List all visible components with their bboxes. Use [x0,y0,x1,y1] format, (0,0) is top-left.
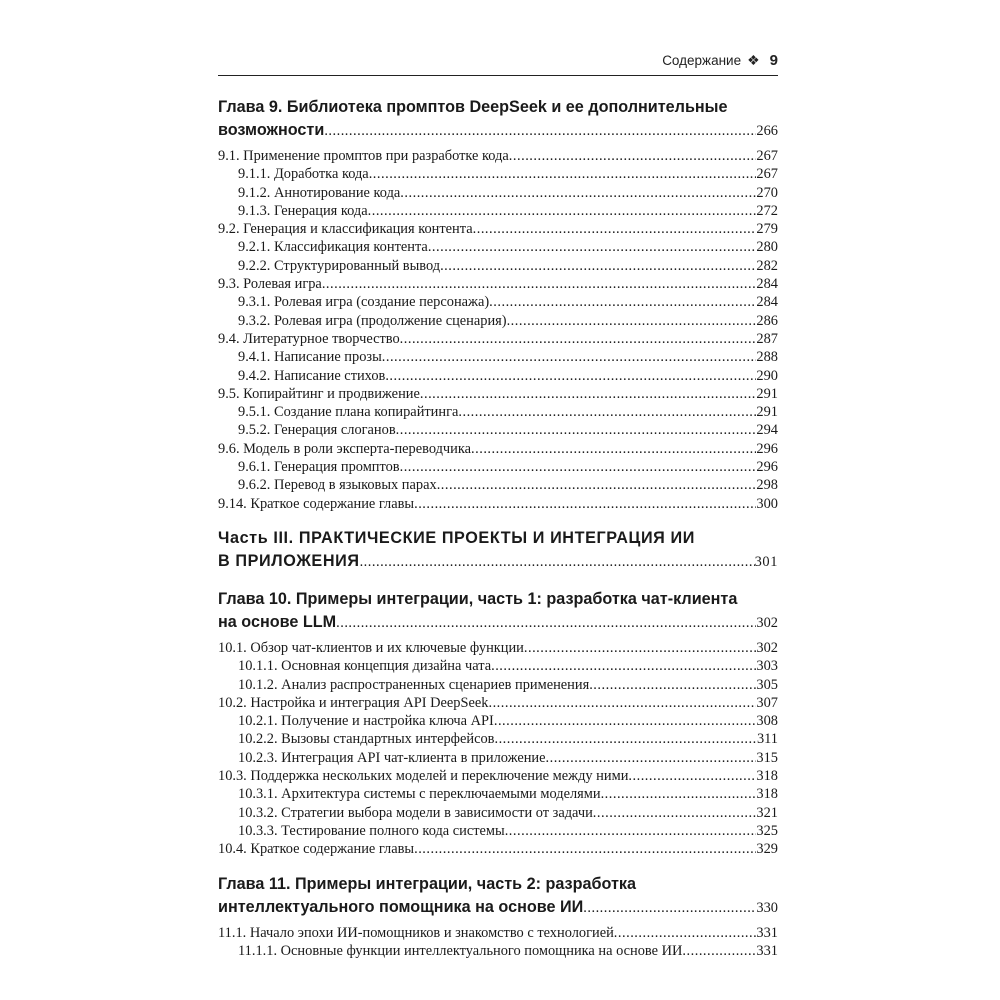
toc-entry [218,639,778,657]
toc-entry [218,385,778,403]
dot-leader [489,293,756,311]
entry-title: 9.4.1. Написание прозы [238,349,382,366]
toc-entry [218,767,778,785]
page-ref: 303 [756,658,778,675]
page-ref: 325 [756,822,778,839]
toc-entry [218,822,778,840]
page-ref: 305 [756,676,778,693]
toc-entry [218,165,778,183]
toc-entry [218,730,778,748]
page-ref: 294 [756,422,778,439]
toc-entry [218,312,778,330]
ornament-icon: ❖ [747,52,760,68]
toc-entry [218,840,778,858]
running-header [662,52,778,69]
dot-leader [682,942,756,960]
entry-title: 9.6.1. Генерация промптов [238,459,400,476]
table-of-contents [218,96,778,960]
chapter-title-row [218,896,778,920]
entry-title: 10.2. Настройка и интеграция API DeepSeek [218,694,489,711]
entry-title: 10.3.2. Стратегии выбора модели в зависимости от задачи [238,804,593,821]
page-ref: 288 [756,349,778,366]
dot-leader [400,458,757,476]
page-ref: 270 [756,184,778,201]
page-ref: 284 [756,276,778,293]
toc-entry [218,275,778,293]
dot-leader [471,440,756,458]
entry-title: 9.2.2. Структурированный вывод [238,257,441,274]
page-ref: 266 [756,123,778,139]
dot-leader [589,676,756,694]
dot-leader [368,202,757,220]
toc-entry [218,257,778,275]
page-ref: 321 [756,804,778,821]
dot-leader [458,403,756,421]
dot-leader [396,421,757,439]
dot-leader [440,257,756,275]
entry-title: 9.2.1. Классификация контента [238,239,428,256]
dot-leader [336,611,756,635]
dot-leader [524,639,757,657]
toc-entry [218,220,778,238]
entry-title: 9.3.2. Ролевая игра (продолжение сценария) [238,312,507,329]
dot-leader [583,896,756,920]
dot-leader [601,785,757,803]
toc-entry [218,440,778,458]
page-ref: 267 [756,148,778,164]
toc-entry [218,712,778,730]
dot-leader [400,330,757,348]
page-ref: 291 [756,404,778,421]
page-ref: 329 [756,841,778,858]
page-ref: 286 [756,312,778,329]
dot-leader [437,476,757,494]
dot-leader [505,822,757,840]
dot-leader [546,749,757,767]
header-rule [218,75,778,76]
page-ref: 291 [756,385,778,402]
entry-title: 9.5.2. Генерация слоганов [238,422,396,439]
toc-entry [218,458,778,476]
entry-title: 9.4. Литературное творчество [218,330,400,347]
part-title-line: Часть III. ПРАКТИЧЕСКИЕ ПРОЕКТЫ И ИНТЕГРАЦИЯ ИИ [218,528,695,547]
chapter-title-row [218,611,778,635]
dot-leader [400,184,756,202]
toc-entry [218,330,778,348]
page-ref: 279 [756,221,778,238]
page-ref: 296 [756,459,778,476]
entry-title: 9.1. Применение промптов при разработке кода [218,148,509,164]
entry-title: 9.4.2. Написание стихов [238,367,386,384]
chapter-title-line: возможности [218,121,325,139]
toc-entry [218,403,778,421]
page-ref: 287 [756,330,778,347]
entry-title: 9.14. Краткое содержание главы [218,495,415,512]
header-section-title: Содержание [662,53,742,68]
part-3-heading [218,527,778,574]
entry-title: 9.1.2. Аннотирование кода [238,184,401,201]
page-ref: 331 [756,942,778,959]
entry-title: 9.1.3. Генерация кода [238,202,368,219]
entry-title: 9.6.2. Перевод в языковых парах [238,477,437,494]
entry-title: 9.3.1. Ролевая игра (создание персонажа) [238,294,490,311]
entry-title: 10.1. Обзор чат-клиентов и их ключевые функции [218,639,524,656]
entry-title: 11.1.1. Основные функции интеллектуального помощника на основе ИИ [238,942,683,959]
dot-leader [428,238,757,256]
header-page-number: 9 [769,52,778,69]
toc-entry [218,421,778,439]
part-title-line: В ПРИЛОЖЕНИЯ [218,551,360,570]
toc-entry [218,785,778,803]
chapter-9-entries [218,147,778,513]
toc-entry [218,238,778,256]
page-ref: 302 [756,614,778,631]
entry-title: 9.3. Ролевая игра [218,276,322,293]
entry-title: 10.2.1. Получение и настройка ключа API [238,713,494,730]
page-ref: 272 [756,202,778,219]
dot-leader [385,367,756,385]
dot-leader [593,804,757,822]
toc-entry [218,293,778,311]
toc-entry [218,942,778,960]
page-ref: 280 [756,239,778,256]
chapter-title-row [218,119,778,143]
entry-title: 10.2.3. Интеграция API чат-клиента в приложение [238,749,546,766]
toc-entry [218,202,778,220]
chapter-title-line: Глава 9. Библиотека промптов DeepSeek и ее дополнительные [218,98,728,116]
toc-entry [218,367,778,385]
entry-title: 10.1.1. Основная концепция дизайна чата [238,658,492,675]
page-ref: 315 [756,749,778,766]
toc-entry [218,924,778,942]
entry-title: 10.4. Краткое содержание главы [218,841,415,858]
dot-leader [322,275,757,293]
toc-entry [218,348,778,366]
entry-title: 10.3.3. Тестирование полного кода системы [238,822,505,839]
entry-title: 10.3. Поддержка нескольких моделей и переключение между ними [218,768,629,785]
entry-title: 9.5. Копирайтинг и продвижение [218,385,420,402]
page-ref: 308 [756,713,778,730]
page-ref: 307 [756,694,778,711]
toc-entry [218,184,778,202]
chapter-11-entries [218,924,778,961]
chapter-9-heading [218,96,778,143]
entry-title: 10.2.2. Вызовы стандартных интерфейсов [238,731,495,748]
page-ref: 318 [756,786,778,803]
chapter-10-entries [218,639,778,859]
page-ref: 301 [754,553,778,570]
chapter-10-heading [218,588,778,635]
entry-title: 9.1.1. Доработка кода [238,166,369,183]
toc-entry [218,749,778,767]
dot-leader [473,220,757,238]
entry-title: 10.1.2. Анализ распространенных сценариев применения [238,676,590,693]
dot-leader [414,840,756,858]
entry-title: 10.3.1. Архитектура системы с переключаемыми моделями [238,786,601,803]
dot-leader [494,712,757,730]
page-ref: 282 [756,257,778,274]
dot-leader [360,550,755,574]
page-ref: 300 [756,495,778,512]
chapter-title-line: на основе LLM [218,612,337,631]
chapter-title-line: интеллектуального помощника на основе ИИ [218,897,584,916]
book-page [218,0,778,1000]
page-ref: 298 [756,477,778,494]
entry-title: 9.2. Генерация и классификация контента [218,221,473,238]
dot-leader [324,119,756,143]
page-ref: 311 [756,731,778,748]
toc-entry [218,476,778,494]
entry-title: 9.6. Модель в роли эксперта-переводчика [218,440,472,457]
dot-leader [369,165,757,183]
dot-leader [488,694,756,712]
part-title-row [218,550,778,574]
page-ref: 296 [756,440,778,457]
dot-leader [628,767,756,785]
dot-leader [507,312,757,330]
toc-entry [218,676,778,694]
dot-leader [414,495,756,513]
toc-entry [218,694,778,712]
toc-entry [218,147,778,165]
page-ref: 290 [756,367,778,384]
chapter-title-line: Глава 10. Примеры интеграции, часть 1: разработка чат-клиента [218,589,738,608]
chapter-11-heading [218,873,778,920]
dot-leader [420,385,757,403]
dot-leader [382,348,757,366]
toc-entry [218,804,778,822]
page-ref: 302 [756,639,778,656]
toc-entry [218,495,778,513]
dot-leader [614,924,757,942]
entry-title: 9.5.1. Создание плана копирайтинга [238,404,459,421]
dot-leader [509,147,757,165]
page-ref: 330 [756,899,778,916]
page-ref: 331 [756,924,778,941]
page-ref: 318 [756,768,778,785]
dot-leader [491,657,756,675]
toc-entry [218,657,778,675]
chapter-title-line: Глава 11. Примеры интеграции, часть 2: разработка [218,874,637,893]
page-ref: 267 [756,166,778,183]
page-ref: 284 [756,294,778,311]
entry-title: 11.1. Начало эпохи ИИ-помощников и знакомство с технологией [218,924,614,941]
dot-leader [494,730,756,748]
